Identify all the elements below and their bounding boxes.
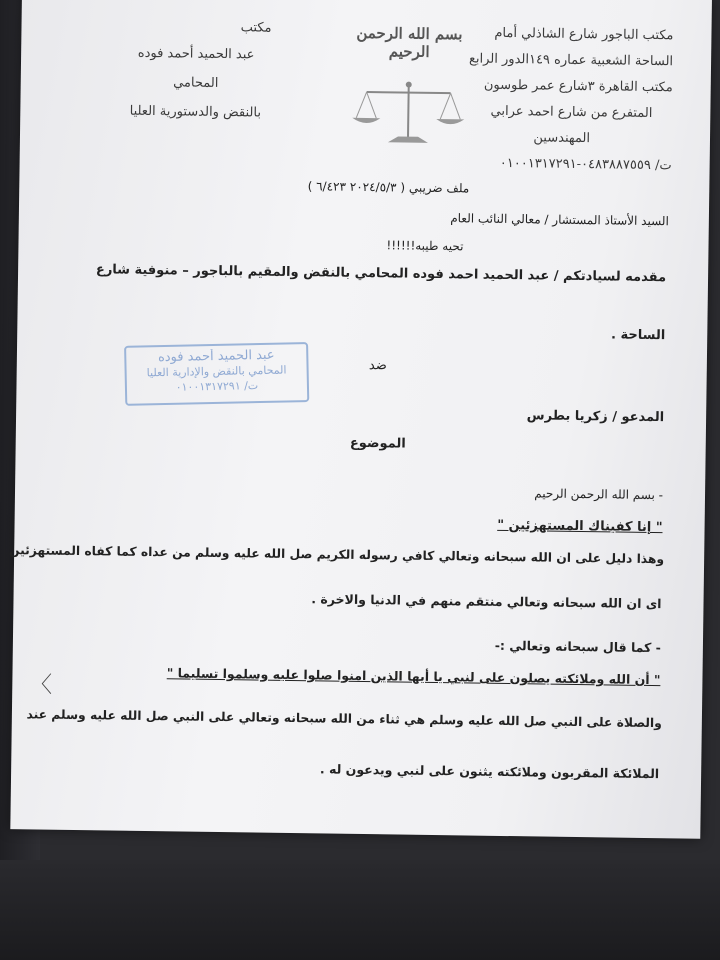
address-line-3: مكتب القاهرة ٣شارع عمر طوسون xyxy=(483,77,673,96)
subject-heading: الموضوع xyxy=(349,435,406,452)
intro-line-1: مقدمه لسيادتكم / عبد الحميد احمد فوده المحامي بالنقض والمقيم بالباجور – منوفية شارع xyxy=(95,262,667,286)
address-line-1: مكتب الباجور شارع الشاذلي أمام xyxy=(494,25,674,44)
scales-of-justice-icon xyxy=(338,76,479,158)
quote-verse-1: " إنا كفيناك المستهزئين " xyxy=(497,517,663,536)
paragraph-2-line-2: الملائكة المقربون وملائكته يثنون على لنبي ويدعون له . xyxy=(319,761,660,782)
basmala-header: بسم الله الرحمن الرحيم xyxy=(356,23,463,61)
intro-line-2: الساحة . xyxy=(610,327,666,344)
address-line-4: المتفرع من شارع احمد عرابي xyxy=(490,103,653,121)
body-basmala: - بسم الله الرحمن الرحيم xyxy=(534,486,664,503)
phone-numbers: ت/ ٠٤٨٣٨٨٧٥٥٩-٠١٠٠١٣١٧٢٩١ xyxy=(499,155,672,174)
stamp-name: عبد الحميد أحمد فوده xyxy=(157,347,275,366)
lawyer-name: عبد الحميد أحمد فوده xyxy=(137,45,255,63)
quote-verse-2: " أن الله وملائكته يصلون على لنبي يا أيها الذين امنوا صلوا عليه وسلموا تسليما " xyxy=(166,665,661,688)
addressee: السيد الأستاذ المستشار / معالي النائب العام xyxy=(450,211,669,229)
margin-mark: 〈 xyxy=(30,673,53,698)
lawyer-stamp xyxy=(124,342,309,406)
paragraph-1-line-2: اى ان الله سبحانه وتعالي منتقم منهم في الدنيا والاخرة . xyxy=(311,591,662,612)
stamp-phone: ت/ ٠١٠٠١٣١٧٢٩١ xyxy=(175,379,259,394)
background-bottom xyxy=(0,860,720,960)
defendant: المدعو / زكريا بطرس xyxy=(526,408,665,426)
address-line-2: الساحة الشعبية عماره ١٤٩الدور الرابع xyxy=(468,51,674,70)
lawyer-court: بالنقض والدستورية العليا xyxy=(129,103,262,121)
office-header-left xyxy=(90,18,301,121)
said-line: - كما قال سبحانه وتعالي :- xyxy=(494,637,662,656)
stamp-title: المحامي بالنقض والإدارية العليا xyxy=(146,363,287,380)
paragraph-1-line-1: وهذا دليل على ان الله سبحانه وتعالي كافي رسوله الكريم صل الله عليه وسلم من عداه كما كفاه المستهزئين xyxy=(8,543,665,567)
document-page xyxy=(10,0,712,839)
against-label: ضد xyxy=(368,358,387,374)
address-line-5: المهندسين xyxy=(533,130,591,147)
lawyer-title: المحامي xyxy=(173,75,219,91)
file-reference: ملف ضريبي ( ٢٠٢٤/٥/٣ ٦/٤٢٣ ) xyxy=(307,179,470,196)
office-label: مكتب xyxy=(240,20,272,36)
paragraph-2-line-1: والصلاة على النبي صل الله عليه وسلم هي ثناء من الله سبحانه وتعالي على النبي صل الله عليه وسلم عند xyxy=(26,707,662,731)
greeting: تحيه طيبه!!!!!! xyxy=(386,238,464,254)
